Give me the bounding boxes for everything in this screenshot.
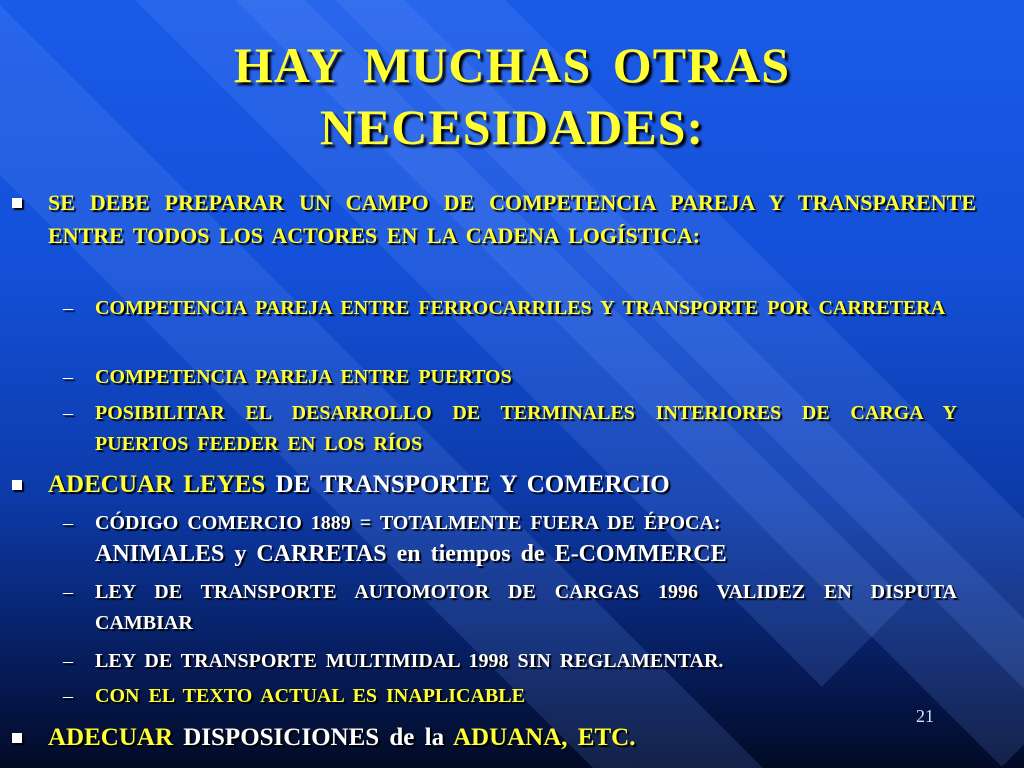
dash-icon: –: [63, 366, 73, 388]
page-number: 21: [916, 706, 934, 726]
bullet-adapt-customs: [48, 721, 976, 754]
slide-title: [0, 34, 1024, 158]
bullet-text-part2: DISPOSICIONES de la: [183, 724, 453, 751]
subbullet-text: LEY DE TRANSPORTE MULTIMIDAL 1998 SIN REGLAMENTAR.: [95, 650, 724, 672]
bullet-level-playing-field: [48, 186, 976, 252]
dash-icon: –: [63, 685, 73, 707]
slide-title-line1: HAY MUCHAS OTRAS: [233, 37, 791, 93]
subbullet-text: COMPETENCIA PAREJA ENTRE FERROCARRILES Y TRANSPORTE POR CARRETERA: [95, 297, 946, 319]
subbullet-transport-law-1996: [63, 577, 957, 639]
bullet-adapt-laws: [48, 468, 976, 501]
bullet-text-part1: ADECUAR: [48, 724, 184, 751]
subbullet-rail-road-competition: [63, 293, 957, 324]
dash-icon: –: [63, 650, 73, 672]
subbullet-commerce-code: [63, 508, 957, 571]
subbullet-text: COMPETENCIA PAREJA ENTRE PUERTOS: [95, 366, 512, 388]
dash-icon: –: [63, 402, 73, 424]
slide-title-line2: NECESIDADES:: [319, 99, 705, 155]
subbullet-inland-terminals: [63, 398, 957, 460]
bullet-text: SE DEBE PREPARAR UN CAMPO DE COMPETENCIA PAREJA Y TRANSPARENTE ENTRE TODOS LOS ACTORES EN LA CADENA LOGÍSTICA:: [48, 190, 976, 248]
bullet-text-part2: DE TRANSPORTE Y COMERCIO: [275, 471, 670, 498]
square-bullet-icon: [12, 480, 22, 490]
dash-icon: –: [63, 581, 73, 603]
dash-icon: –: [63, 297, 73, 319]
subbullet-text: LEY DE TRANSPORTE AUTOMOTOR DE CARGAS 1996 VALIDEZ EN DISPUTA CAMBIAR: [95, 581, 957, 634]
subbullet-text: CON EL TEXTO ACTUAL ES INAPLICABLE: [95, 685, 525, 707]
subbullet-inapplicable-text: [63, 681, 957, 712]
subbullet-port-competition: [63, 362, 957, 393]
dash-icon: –: [63, 512, 73, 534]
subbullet-text-part2: ANIMALES y CARRETAS en tiempos de E-COMMERCE: [95, 541, 727, 567]
bullet-text-part1: ADECUAR LEYES: [48, 471, 276, 498]
subbullet-multimodal-law-1998: [63, 646, 957, 677]
bullet-text-part3: ADUANA, ETC.: [452, 724, 636, 751]
subbullet-text-part1: CÓDIGO COMERCIO 1889 = TOTALMENTE FUERA DE ÉPOCA:: [95, 512, 721, 534]
square-bullet-icon: [12, 198, 22, 208]
square-bullet-icon: [12, 733, 22, 743]
subbullet-text: POSIBILITAR EL DESARROLLO DE TERMINALES INTERIORES DE CARGA Y PUERTOS FEEDER EN LOS RÍOS: [95, 402, 957, 455]
